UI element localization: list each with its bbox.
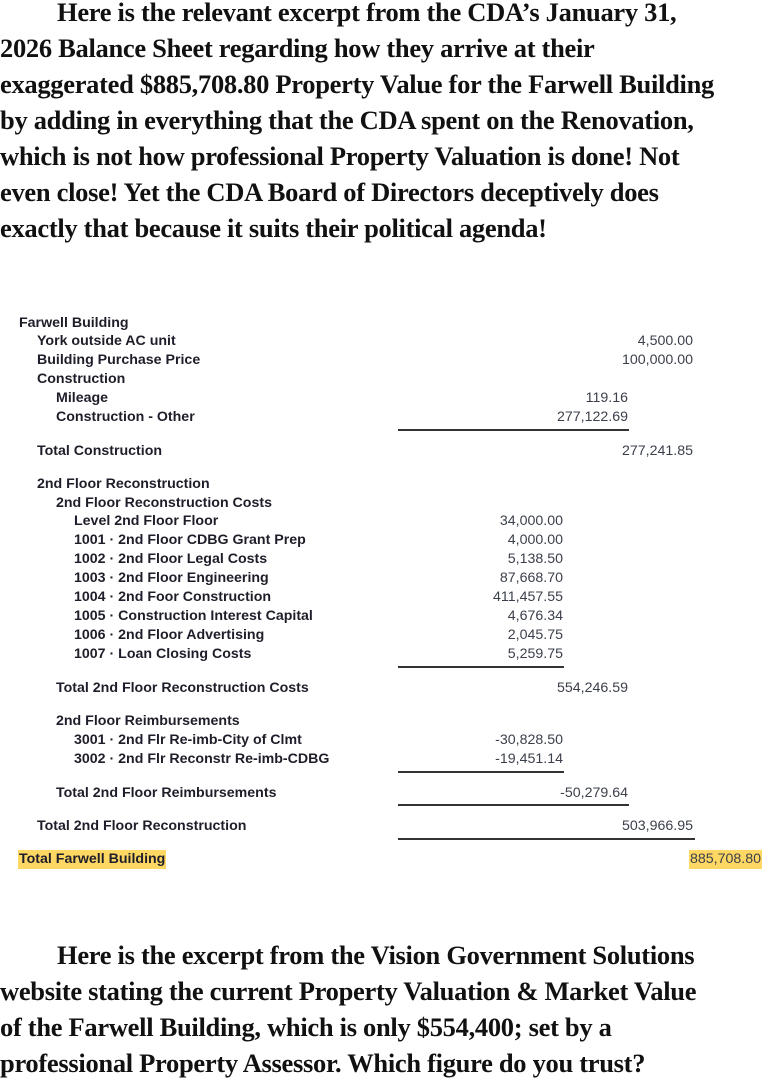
row-label: Building Purchase Price <box>37 352 201 368</box>
outro-line: website stating the current Property Valuation & Market Value <box>0 976 697 1006</box>
total-value: 277,241.85 <box>621 443 693 459</box>
row-label: 1006 · 2nd Floor Advertising <box>74 627 265 643</box>
row-value: 411,457.55 <box>493 589 563 605</box>
row-label: 1003 · 2nd Floor Engineering <box>74 570 269 586</box>
intro-line: which is not how professional Property Valuation is done! Not <box>0 141 680 171</box>
row-label: Level 2nd Floor Floor <box>74 513 219 529</box>
row-value: 87,668.70 <box>499 570 563 586</box>
row-value: 34,000.00 <box>499 513 563 529</box>
row-value: -30,828.50 <box>495 732 563 748</box>
section-title: Farwell Building <box>19 315 129 331</box>
section-label: 2nd Floor Reimbursements <box>56 713 240 729</box>
intro-line: by adding in everything that the CDA spent on the Renovation, <box>0 105 694 135</box>
row-value: 100,000.00 <box>621 352 693 368</box>
outro-line: professional Property Assessor. Which figure do you trust? <box>0 1048 646 1078</box>
row-value: 5,259.75 <box>507 646 563 662</box>
subtotal-rule <box>398 429 629 431</box>
intro-line: Here is the relevant excerpt from the CDA’s January 31, <box>57 0 677 27</box>
outro-line: Here is the excerpt from the Vision Government Solutions <box>57 940 695 970</box>
total-label: Total 2nd Floor Reconstruction <box>37 818 247 834</box>
row-label: 1001 · 2nd Floor CDBG Grant Prep <box>74 532 306 548</box>
row-label: 1004 · 2nd Foor Construction <box>74 589 272 605</box>
section-label: 2nd Floor Reconstruction <box>37 476 210 492</box>
row-value: 2,045.75 <box>507 627 563 643</box>
row-label: 1007 · Loan Closing Costs <box>74 646 252 662</box>
row-label: Construction <box>37 371 126 387</box>
total-value: 554,246.59 <box>556 680 628 696</box>
row-value: 4,500.00 <box>637 333 693 349</box>
subtotal-rule <box>398 771 564 773</box>
row-value: 4,000.00 <box>507 532 563 548</box>
row-label: 1005 · Construction Interest Capital <box>74 608 313 624</box>
row-value: 4,676.34 <box>507 608 563 624</box>
row-label: York outside AC unit <box>37 333 176 349</box>
subtotal-rule <box>398 804 629 806</box>
row-value: -19,451.14 <box>495 751 563 767</box>
grand-total-label: Total Farwell Building <box>19 851 166 867</box>
intro-line: exaggerated $885,708.80 Property Value for the Farwell Building <box>0 69 714 99</box>
subtotal-rule <box>398 838 695 840</box>
row-label: 1002 · 2nd Floor Legal Costs <box>74 551 268 567</box>
total-label: Total 2nd Floor Reimbursements <box>56 785 277 801</box>
grand-total-value: 885,708.80 <box>689 851 761 867</box>
subtotal-rule <box>398 666 564 668</box>
row-label: 3001 · 2nd Flr Re-imb-City of Clmt <box>74 732 302 748</box>
row-label: Mileage <box>56 390 109 406</box>
intro-line: 2026 Balance Sheet regarding how they arrive at their <box>0 33 595 63</box>
row-value: 277,122.69 <box>556 409 628 425</box>
total-value: -50,279.64 <box>560 785 628 801</box>
total-value: 503,966.95 <box>621 818 693 834</box>
total-label: Total 2nd Floor Reconstruction Costs <box>56 680 309 696</box>
row-value: 119.16 <box>585 390 628 406</box>
intro-line: exactly that because it suits their political agenda! <box>0 213 547 243</box>
outro-paragraph <box>0 937 775 1081</box>
section-label: 2nd Floor Reconstruction Costs <box>56 495 272 511</box>
intro-line: even close! Yet the CDA Board of Directors deceptively does <box>0 177 659 207</box>
row-label: 3002 · 2nd Flr Reconstr Re-imb-CDBG <box>74 751 330 767</box>
total-label: Total Construction <box>37 443 163 459</box>
row-value: 5,138.50 <box>507 551 563 567</box>
row-label: Construction - Other <box>56 409 195 425</box>
outro-line: of the Farwell Building, which is only $554,400; set by a <box>0 1012 612 1042</box>
